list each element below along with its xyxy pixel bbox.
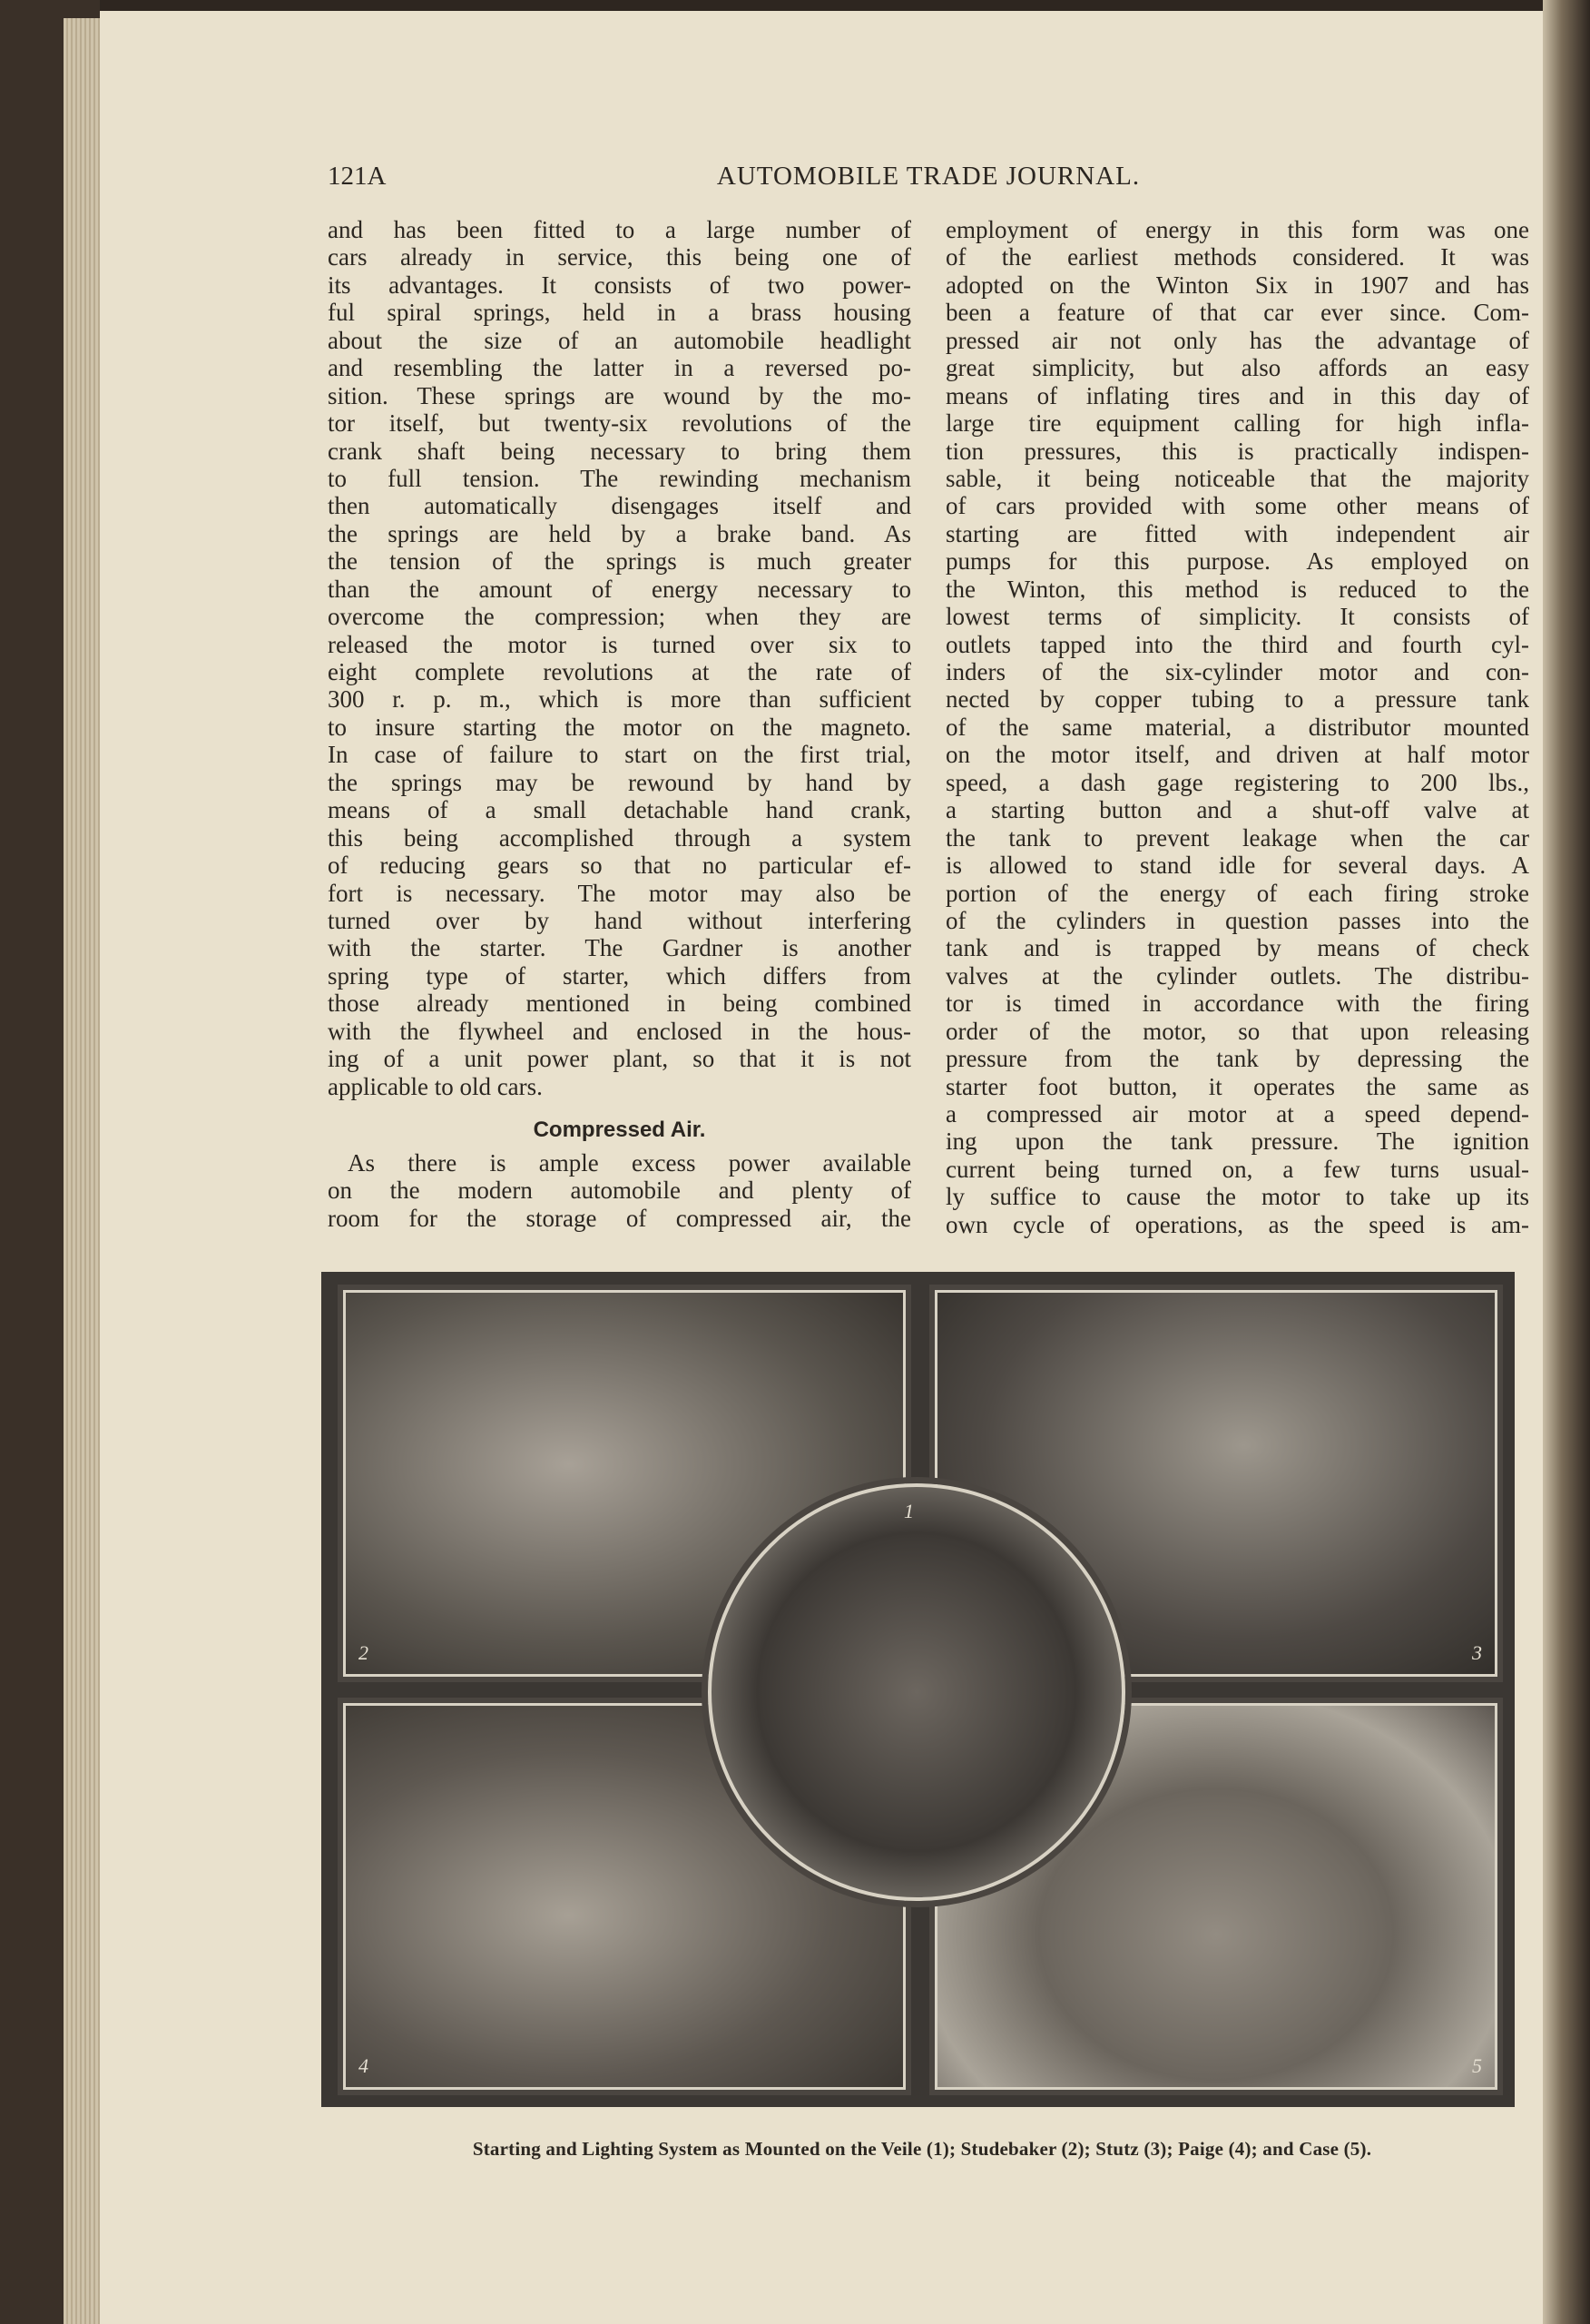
text-line: starting are fitted with independent air <box>946 519 1529 547</box>
running-header <box>328 162 1529 198</box>
text-line: nected by copper tubing to a pressure tank <box>946 685 1529 714</box>
text-line: In case of failure to start on the first trial, <box>328 741 911 769</box>
text-line: a starting button and a shut-off valve at <box>946 796 1529 824</box>
text-line: then automatically disengages itself and <box>328 492 911 520</box>
section-heading: Compressed Air. <box>533 1118 706 1142</box>
text-line: outlets tapped into the third and fourth cyl- <box>946 630 1529 658</box>
text-line: of the same material, a distributor mounted <box>946 713 1529 741</box>
figure-number: 1 <box>904 1500 914 1522</box>
text-line: As there is ample excess power available <box>348 1149 911 1177</box>
text-line: with the starter. The Gardner is another <box>328 934 911 962</box>
text-line: means of a small detachable hand crank, <box>328 796 911 824</box>
text-line: the springs are held by a brake band. As <box>328 519 911 547</box>
text-line: to insure starting the motor on the magneto. <box>328 713 911 741</box>
text-line: tor is timed in accordance with the firing <box>946 990 1529 1018</box>
photo-figure <box>321 1272 1515 2107</box>
text-line: 300 r. p. m., which is more than sufficient <box>328 685 911 714</box>
text-line: the tank to prevent leakage when the car <box>946 823 1529 852</box>
text-line: turned over by hand without interfering <box>328 906 911 934</box>
text-line: to full tension. The rewinding mechanism <box>328 464 911 492</box>
text-line: cars already in service, this being one of <box>328 243 911 271</box>
text-line: than the amount of energy necessary to <box>328 575 911 603</box>
text-line: released the motor is turned over six to <box>328 630 911 658</box>
scan-border <box>100 0 1590 11</box>
text-line: of the earliest methods considered. It was <box>946 243 1529 271</box>
text-line: valves at the cylinder outlets. The distribu- <box>946 961 1529 990</box>
text-line: its advantages. It consists of two power- <box>328 271 911 299</box>
figure-number: 3 <box>1472 1641 1482 1664</box>
text-line: order of the motor, so that upon releasing <box>946 1017 1529 1045</box>
text-line: ful spiral springs, held in a brass housing <box>328 299 911 327</box>
text-line: of the cylinders in question passes into the <box>946 906 1529 934</box>
text-line: sable, it being noticeable that the majority <box>946 464 1529 492</box>
text-line: inders of the six-cylinder motor and con- <box>946 658 1529 685</box>
text-line: eight complete revolutions at the rate of <box>328 658 911 685</box>
figure-number: 2 <box>358 1641 368 1664</box>
text-line: those already mentioned in being combined <box>328 990 911 1018</box>
right-column <box>946 216 1529 1238</box>
text-line: fort is necessary. The motor may also be <box>328 879 911 907</box>
text-line: applicable to old cars. <box>328 1072 543 1100</box>
journal-title: AUTOMOBILE TRADE JOURNAL. <box>716 162 1141 191</box>
text-line: a compressed air motor at a speed depend- <box>946 1100 1529 1128</box>
text-line: tank and is trapped by means of check <box>946 934 1529 962</box>
text-line: portion of the energy of each firing stroke <box>946 879 1529 907</box>
text-line: current being turned on, a few turns usual- <box>946 1155 1529 1183</box>
text-line: great simplicity, but also affords an easy <box>946 354 1529 382</box>
text-line: the springs may be rewound by hand by <box>328 768 911 796</box>
text-line: of cars provided with some other means of <box>946 492 1529 520</box>
text-line: of reducing gears so that no particular ef- <box>328 852 911 880</box>
text-line: tion pressures, this is practically indispen- <box>946 437 1529 465</box>
text-line: is allowed to stand idle for several days. A <box>946 852 1529 880</box>
right-paragraph <box>946 216 1529 1238</box>
text-line: this being accomplished through a system <box>328 823 911 852</box>
left-column <box>328 216 911 1232</box>
text-line: been a feature of that car ever since. Com- <box>946 299 1529 327</box>
text-line: and resembling the latter in a reversed po- <box>328 354 911 382</box>
text-line: on the modern automobile and plenty of <box>328 1177 911 1205</box>
text-line: employment of energy in this form was one <box>946 216 1529 243</box>
text-line: about the size of an automobile headlight <box>328 326 911 354</box>
text-line: pressure from the tank by depressing the <box>946 1045 1529 1073</box>
text-line: on the motor itself, and driven at half motor <box>946 741 1529 769</box>
book-spine <box>1543 0 1590 2324</box>
text-line: speed, a dash gage registering to 200 lbs., <box>946 768 1529 796</box>
text-line: room for the storage of compressed air, the <box>328 1204 911 1232</box>
text-line: ing upon the tank pressure. The ignition <box>946 1128 1529 1156</box>
left-paragraph-2 <box>328 1149 911 1232</box>
text-line: spring type of starter, which differs from <box>328 961 911 990</box>
figure-number: 5 <box>1472 2054 1482 2077</box>
text-line: large tire equipment calling for high infla- <box>946 409 1529 438</box>
text-line: the Winton, this method is reduced to the <box>946 575 1529 603</box>
figure-caption: Starting and Lighting System as Mounted on the Veile (1); Studebaker (2); Stutz (3); Paige (4); and Case (5). <box>472 2138 1372 2160</box>
text-line: crank shaft being necessary to bring them <box>328 437 911 465</box>
text-line: pumps for this purpose. As employed on <box>946 547 1529 576</box>
text-line: the tension of the springs is much greater <box>328 547 911 576</box>
text-line: pressed air not only has the advantage of <box>946 326 1529 354</box>
text-line: and has been fitted to a large number of <box>328 216 911 243</box>
text-line: with the flywheel and enclosed in the hous- <box>328 1017 911 1045</box>
text-line: sition. These springs are wound by the mo- <box>328 381 911 409</box>
text-line: tor itself, but twenty-six revolutions of the <box>328 409 911 438</box>
left-paragraph-1 <box>328 216 911 1100</box>
text-line: overcome the compression; when they are <box>328 603 911 631</box>
photo-veile <box>708 1483 1125 1901</box>
page-number: 121A <box>328 162 387 191</box>
text-line: ly suffice to cause the motor to take up its <box>946 1183 1529 1211</box>
text-line: adopted on the Winton Six in 1907 and has <box>946 271 1529 299</box>
text-line: means of inflating tires and in this day of <box>946 381 1529 409</box>
text-line: lowest terms of simplicity. It consists of <box>946 603 1529 631</box>
figure-number: 4 <box>358 2054 368 2077</box>
text-line: starter foot button, it operates the same as <box>946 1072 1529 1100</box>
text-line: own cycle of operations, as the speed is am- <box>946 1210 1529 1238</box>
text-line: ing of a unit power plant, so that it is not <box>328 1045 911 1073</box>
